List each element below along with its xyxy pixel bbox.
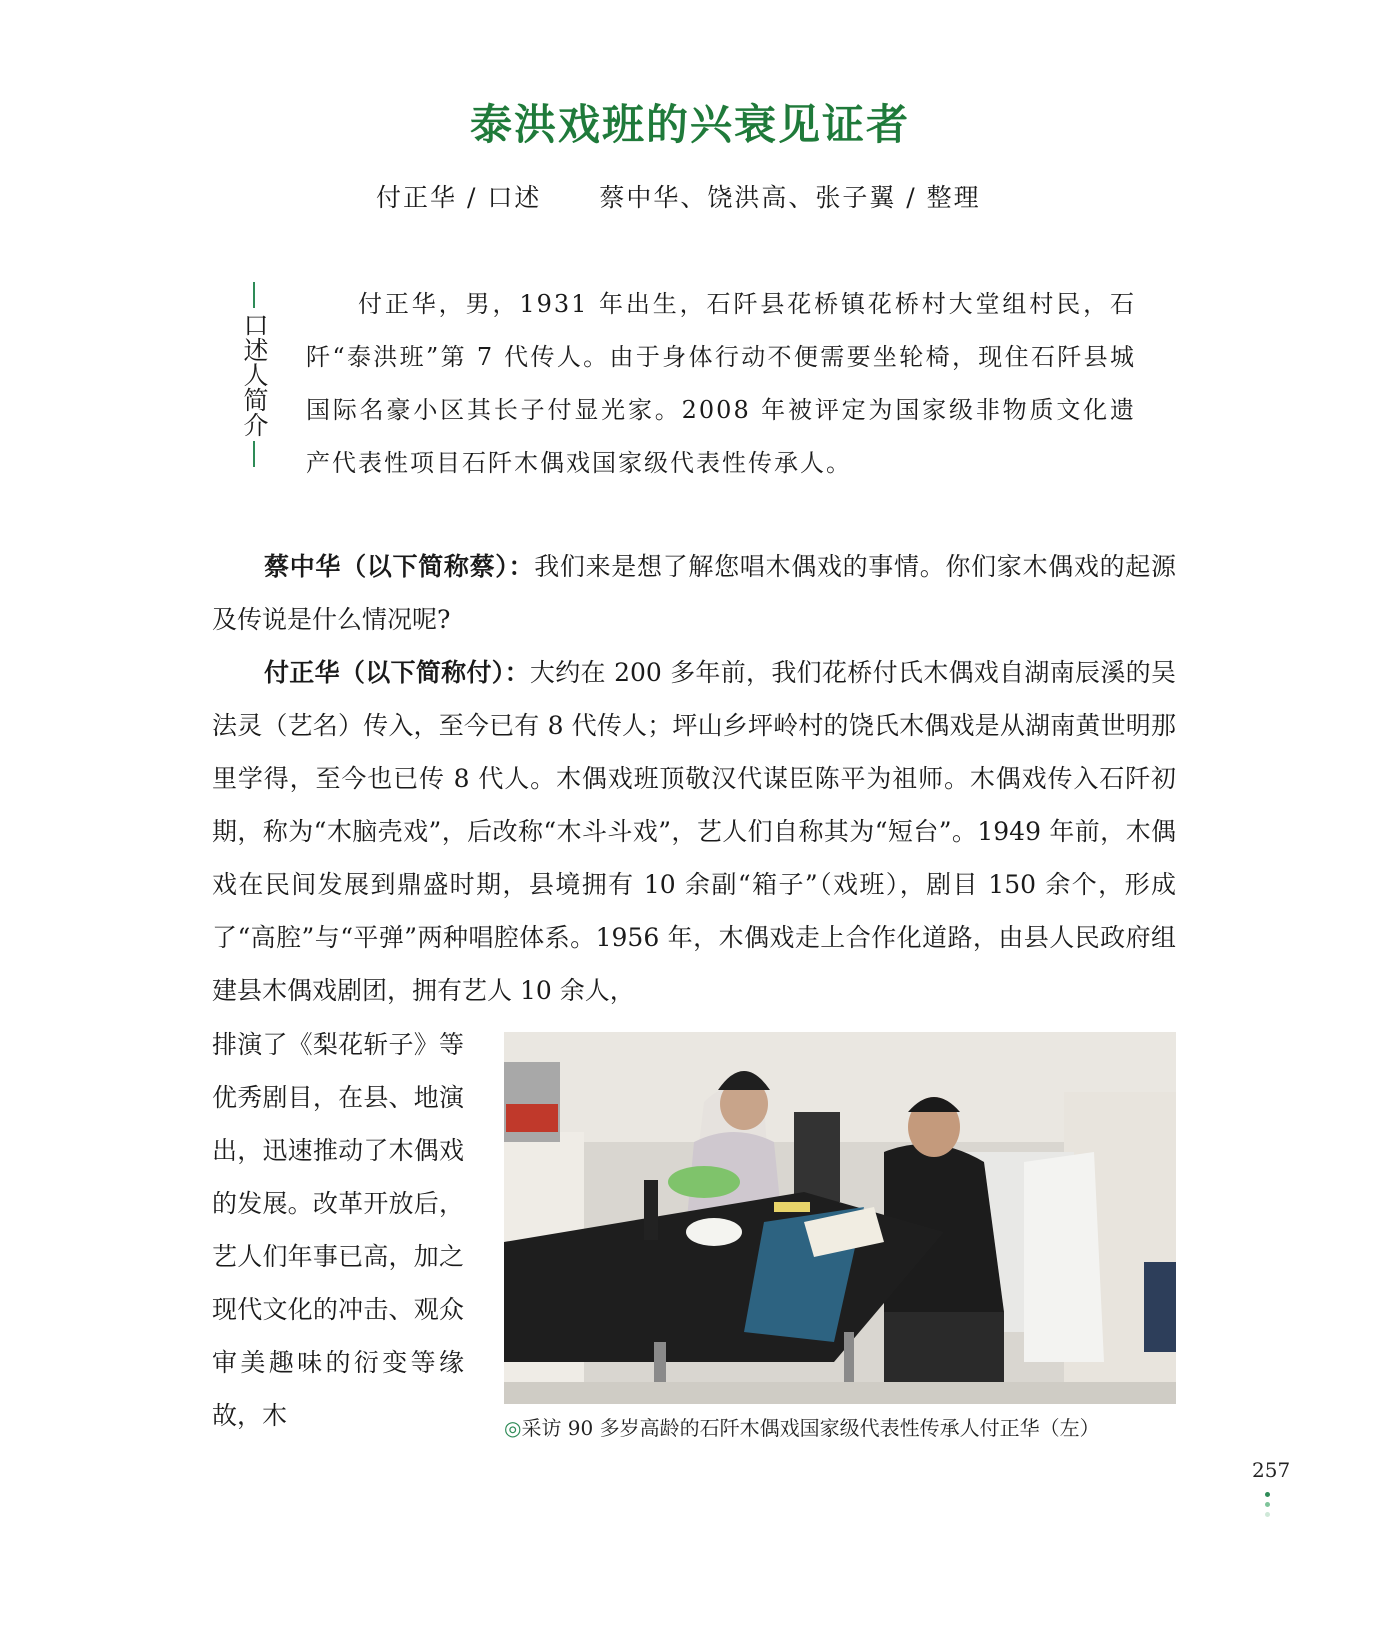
- dialogue-text: 大约在 200 多年前，我们花桥付氏木偶戏自湖南辰溪的吴法灵（艺名）传入，至今已有 8 代传人；坪山乡坪岭村的饶氏木偶戏是从湖南黄世明那里学得，至今也已传 8 代人。木偶戏班顶敬汉代谋臣陈平为祖师。木偶戏传入石阡初期，称为“木脑壳戏”，后改称“木斗斗戏”，艺人们自称其为“短台”。1949 年前，木偶戏在民间发展到鼎盛时期，县境拥有 10 余副“箱子”（戏班），剧目 150 余个，形成了“高腔”与“平弹”两种唱腔体系。1956 年，木偶戏走上合作化道路，由县人民政府组建县木偶戏剧团，拥有艺人 10 余人，: [212, 658, 1176, 1005]
- narrator-intro: 付正华，男，1931 年出生，石阡县花桥镇花桥村大堂组村民，石阡“泰洪班”第 7 代传人。由于身体行动不便需要坐轮椅，现住石阡县城国际名豪小区其长子付显光家。2008 年被评定为国家级非物质文化遗产代表性项目石阡木偶戏国家级代表性传承人。: [306, 290, 1136, 477]
- tag-bottom-rule: [253, 441, 255, 467]
- dialogue-paragraph: [212, 646, 1176, 1017]
- page-number: 257: [1252, 1458, 1291, 1482]
- tag-top-rule: [253, 282, 255, 308]
- photo-caption: [504, 1412, 1204, 1441]
- speaker-label: 付正华（以下简称付）：: [264, 658, 530, 687]
- dialogue-paragraph: [212, 540, 1176, 646]
- caption-mark: ◎: [504, 1416, 522, 1440]
- intro-tag-label: 口述人简介: [240, 312, 269, 437]
- ornament-dot: [1265, 1502, 1270, 1507]
- byline: [376, 178, 981, 214]
- editor-credit: 蔡中华、饶洪高、张子翼 / 整理: [599, 183, 981, 212]
- narrator-credit: 付正华 / 口述: [376, 183, 542, 212]
- intro-side-tag: [238, 282, 270, 467]
- page-ornament: [1265, 1492, 1270, 1522]
- interview-photo: [504, 1032, 1176, 1404]
- speaker-label: 蔡中华（以下简称蔡）：: [264, 552, 535, 581]
- ornament-dot: [1265, 1512, 1270, 1517]
- article-title: 泰洪戏班的兴衰见证者: [469, 100, 910, 149]
- dialogue-text: 我们来是想了解您唱木偶戏的事情。你们家木偶戏的起源及传说是什么情况呢?: [212, 552, 1176, 634]
- caption-text: 采访 90 多岁高龄的石阡木偶戏国家级代表性传承人付正华（左）: [521, 1416, 1100, 1440]
- ornament-dot: [1265, 1492, 1270, 1497]
- wrapped-paragraph: 排演了《梨花斩子》等优秀剧目，在县、地演出，迅速推动了木偶戏的发展。改革开放后，艺人们年事已高，加之现代文化的冲击、观众审美趣味的衍变等缘故，木: [212, 1030, 464, 1430]
